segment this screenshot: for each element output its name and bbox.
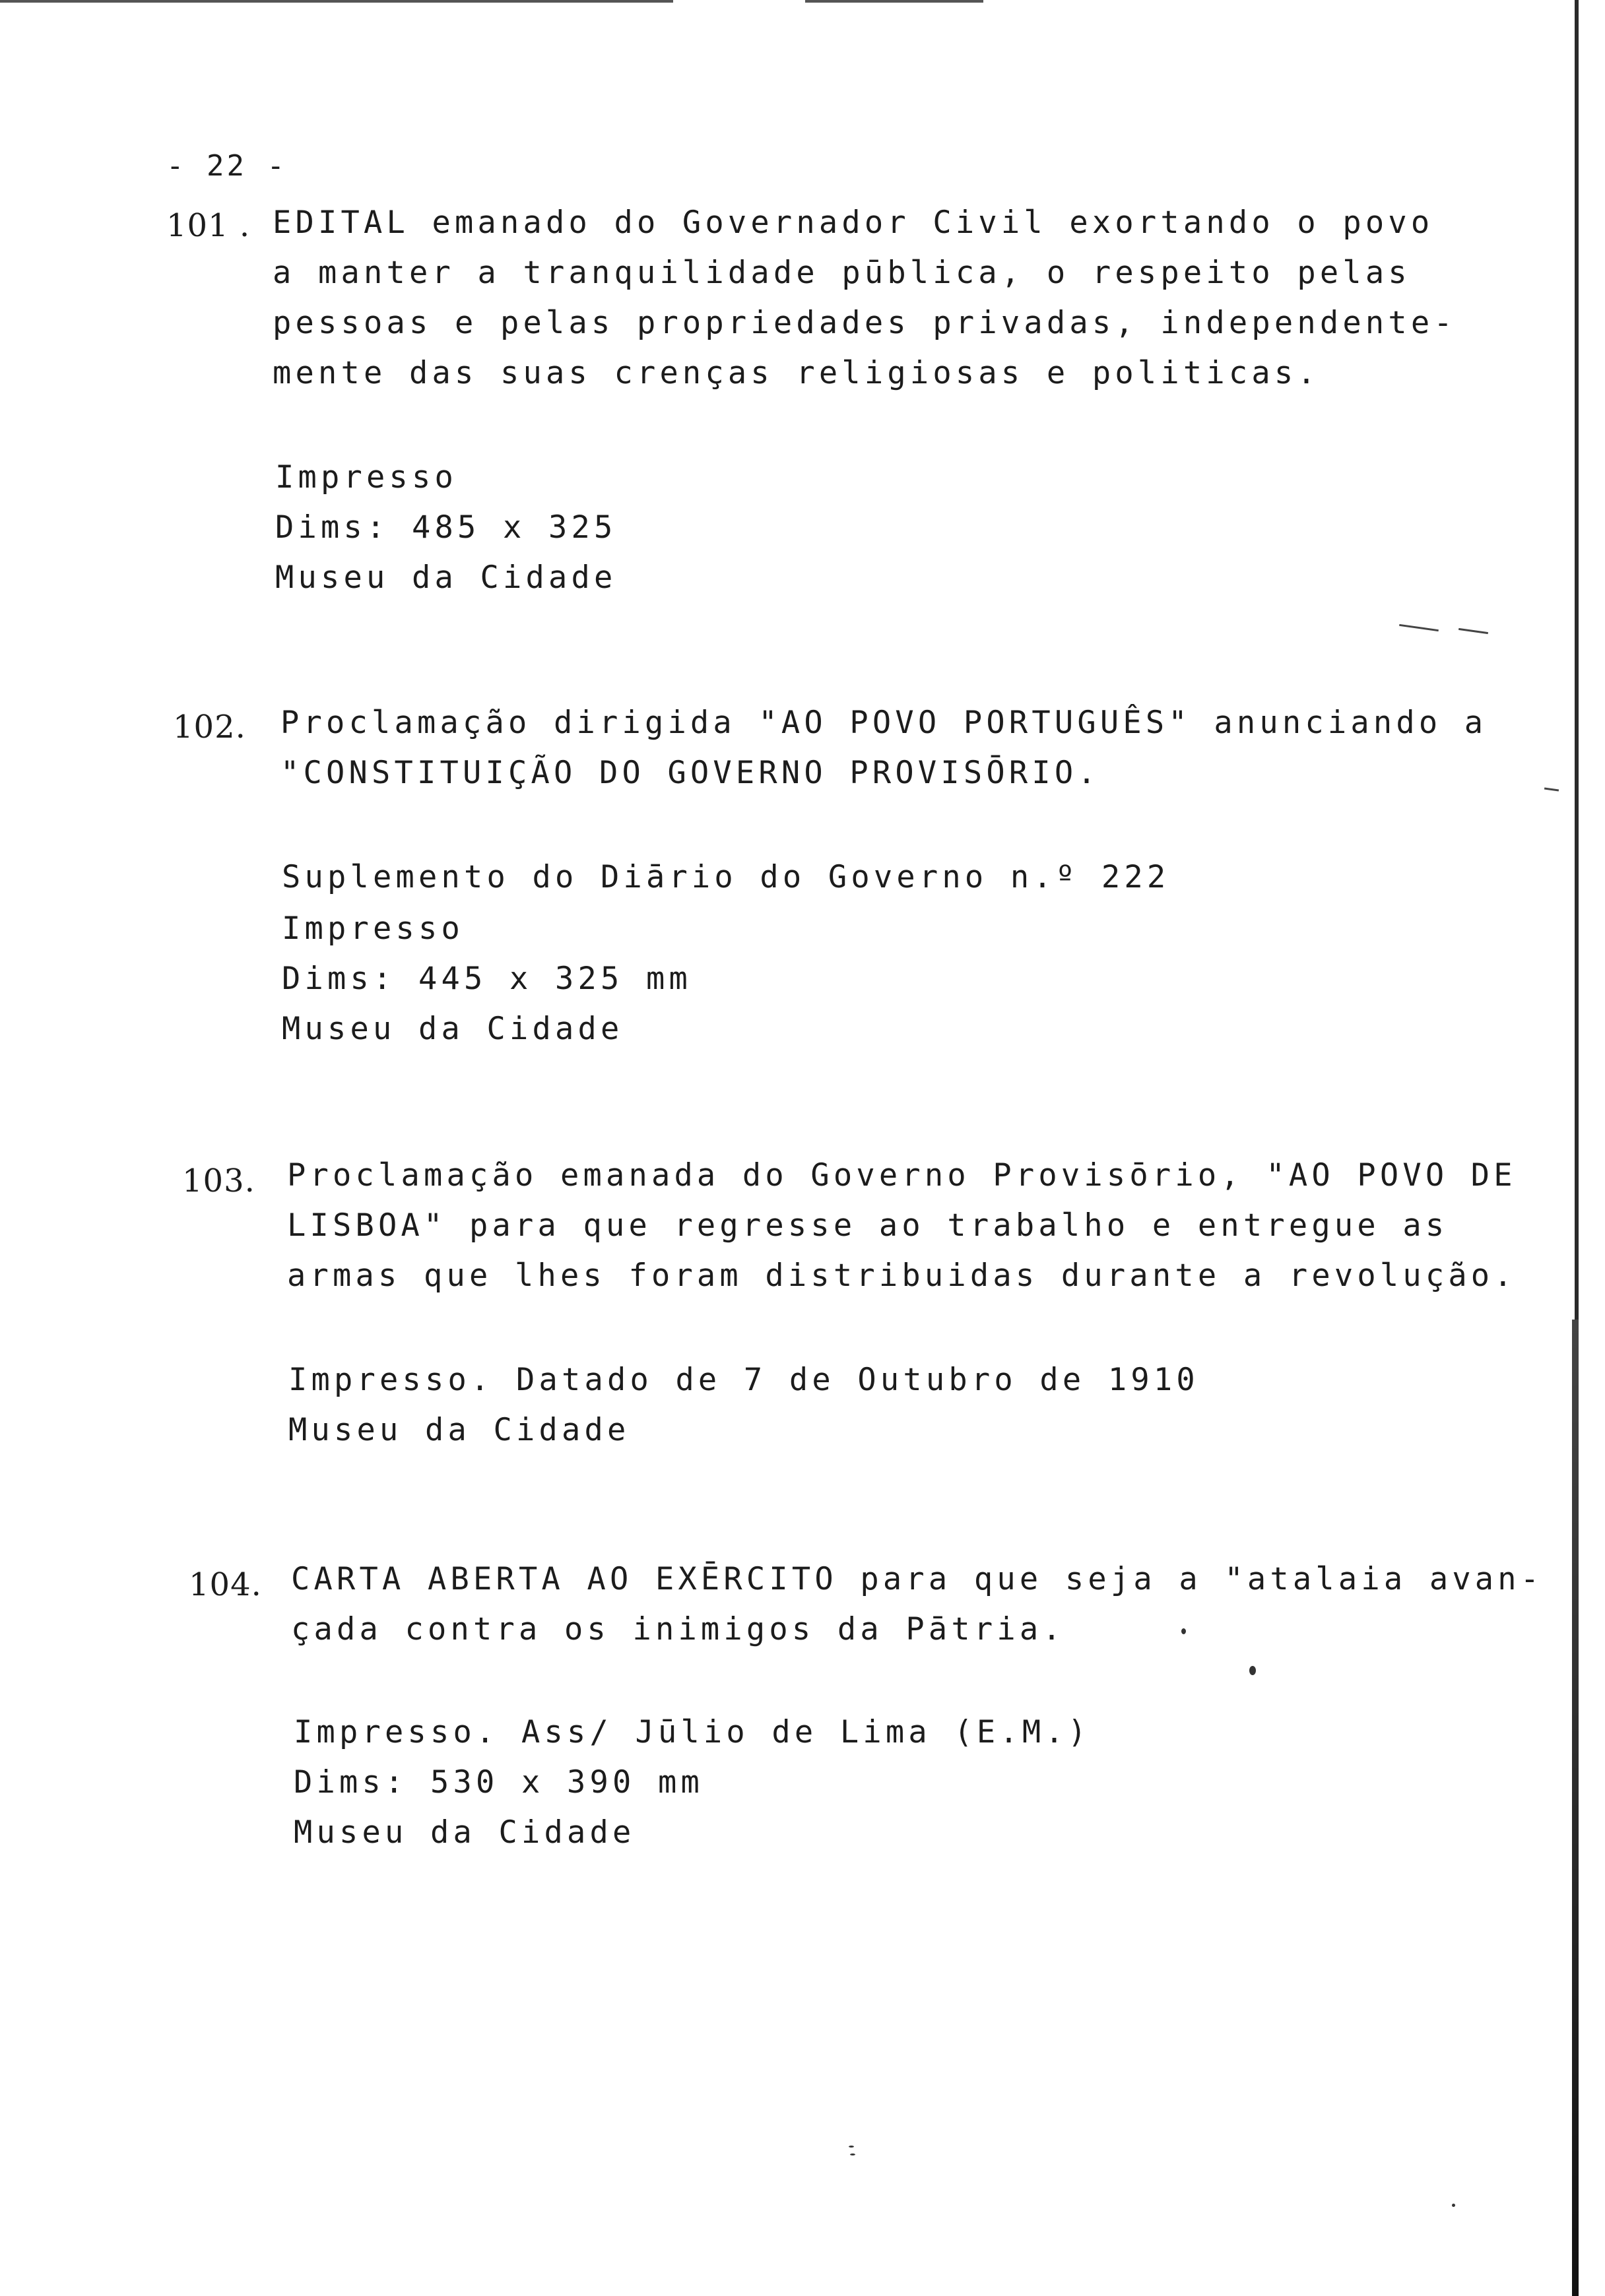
- entry-description-line: çada contra os inimigos da Pātria.: [291, 1611, 1065, 1647]
- entry-number: 103.: [182, 1163, 255, 1199]
- ink-speck: [849, 2146, 854, 2148]
- ink-speck: [1181, 1628, 1186, 1634]
- entry-detail-line: Impresso: [282, 910, 464, 947]
- ink-speck: [850, 2153, 855, 2155]
- top-edge-mark: [805, 0, 983, 3]
- entry-detail-line: Museu da Cidade: [288, 1412, 630, 1448]
- entry-description-line: a manter a tranquilidade pūblica, o respeito pelas: [273, 255, 1411, 291]
- entry-detail-line: Impresso: [275, 459, 457, 495]
- entry-description-line: pessoas e pelas propriedades privadas, independente-: [273, 305, 1457, 341]
- entry-detail-line: Suplemento do Diārio do Governo n.º 222: [282, 859, 1170, 895]
- entry-detail-line: Impresso. Ass/ Jūlio de Lima (E.M.): [294, 1714, 1091, 1750]
- entry-detail-line: Museu da Cidade: [275, 559, 617, 596]
- page-right-edge-shadow: [1572, 1320, 1579, 2296]
- entry-detail-line: Museu da Cidade: [282, 1011, 624, 1047]
- entry-description-line: Proclamação dirigida "AO POVO PORTUGUÊS" anunciando a: [280, 705, 1488, 741]
- entry-number: 104.: [189, 1566, 262, 1603]
- entry-detail-line: Dims: 445 x 325 mm: [282, 961, 692, 997]
- entry-description-line: mente das suas crenças religiosas e politicas.: [273, 355, 1320, 391]
- scan-mark: [1399, 624, 1439, 631]
- entry-detail-line: Dims: 485 x 325: [275, 509, 617, 546]
- entry-detail-line: Dims: 530 x 390 mm: [294, 1764, 704, 1801]
- ink-speck: [1249, 1666, 1256, 1675]
- entry-description-line: LISBOA" para que regresse ao trabalho e entregue as: [287, 1207, 1449, 1244]
- entry-detail-line: Impresso. Datado de 7 de Outubro de 1910: [288, 1362, 1199, 1398]
- entry-description-line: armas que lhes foram distribuidas durante a revolução.: [287, 1258, 1517, 1294]
- entry-description-line: EDITAL emanado do Governador Civil exortando o povo: [273, 205, 1434, 241]
- entry-detail-line: Museu da Cidade: [294, 1814, 636, 1851]
- entry-description-line: "CONSTITUIÇÃO DO GOVERNO PROVISŌRIO.: [280, 755, 1100, 791]
- entry-number: 101 .: [166, 207, 251, 244]
- page-number: - 22 -: [166, 149, 287, 183]
- top-edge-mark: [0, 0, 673, 3]
- entry-number: 102.: [173, 709, 246, 746]
- entry-description-line: CARTA ABERTA AO EXĒRCITO para que seja a "atalaia avan-: [291, 1561, 1544, 1597]
- scan-mark: [1544, 787, 1559, 791]
- entry-description-line: Proclamação emanada do Governo Provisōrio, "AO POVO DE: [287, 1157, 1517, 1194]
- ink-speck: [1452, 2204, 1455, 2207]
- scan-mark: [1458, 628, 1488, 634]
